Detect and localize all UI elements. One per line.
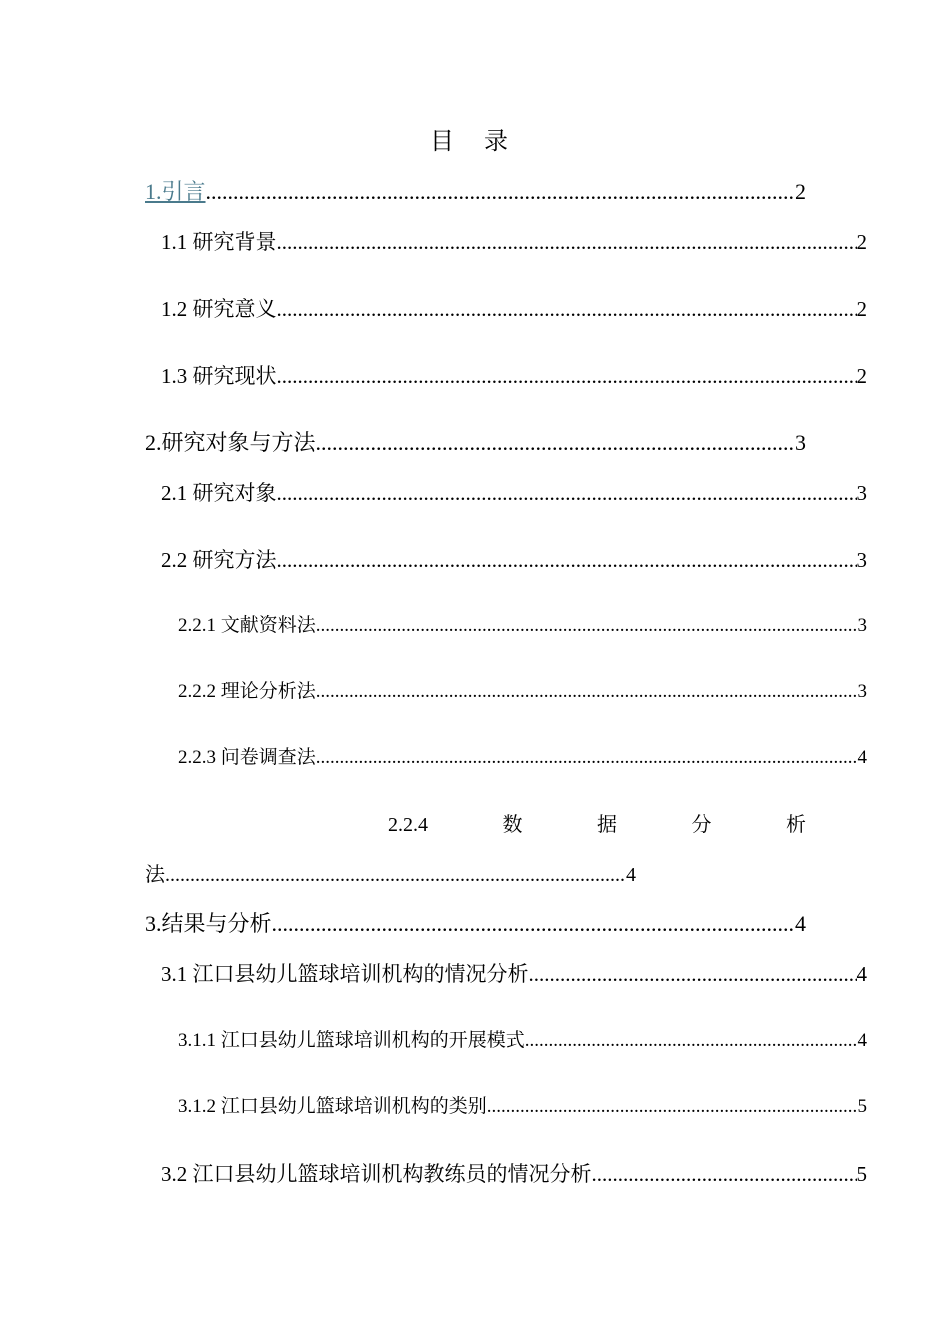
toc-leader [277, 295, 857, 323]
toc-label-1-1: 1.1 研究背景 [161, 230, 277, 254]
toc-page-2: 3 [795, 430, 806, 455]
toc-label-2-2-4-char: 数 [502, 814, 523, 836]
toc-label-2-2-4-char: 分 [691, 814, 712, 836]
toc-entry-2-2-4-line1[interactable] [388, 811, 806, 839]
toc-page-2-2-1: 3 [857, 615, 867, 636]
toc-label-3-1-2: 3.1.2 江口县幼儿篮球培训机构的类别 [178, 1096, 487, 1117]
toc-leader [592, 1160, 857, 1188]
toc-entry-3-1-1[interactable] [178, 1028, 867, 1054]
toc-entry-1-1[interactable] [161, 228, 867, 256]
toc-page-2-2-3: 4 [857, 747, 867, 768]
toc-page-3-2: 5 [856, 1162, 867, 1186]
toc-label-3-1: 3.1 江口县幼儿篮球培训机构的情况分析 [161, 962, 529, 986]
toc-label-3-2: 3.2 江口县幼儿篮球培训机构教练员的情况分析 [161, 1162, 592, 1186]
toc-leader [277, 479, 857, 507]
toc-label-2-2-4-char: 据 [597, 814, 617, 836]
toc-entry-3-1[interactable] [161, 960, 867, 988]
toc-leader [206, 178, 795, 206]
toc-leader [529, 960, 857, 988]
toc-leader [277, 228, 857, 256]
toc-leader [165, 862, 626, 888]
toc-page-1-2: 2 [856, 297, 867, 321]
toc-leader [272, 910, 795, 938]
toc-leader [487, 1094, 858, 1120]
toc-page-3: 4 [795, 911, 806, 936]
toc-entry-2[interactable] [145, 429, 806, 457]
toc-page-3-1-1: 4 [857, 1030, 867, 1051]
toc-title: 目 录 [430, 129, 520, 155]
toc-entry-2-2[interactable] [161, 546, 867, 574]
toc-label-2-2-4-char: 析 [786, 814, 806, 836]
toc-page-1-1: 2 [856, 230, 867, 254]
toc-entry-2-2-4-line2[interactable] [145, 862, 636, 888]
toc-entry-3-2[interactable] [161, 1160, 867, 1188]
toc-leader [316, 745, 858, 771]
toc-page-2-2-2: 3 [857, 681, 867, 702]
toc-label-1-3: 1.3 研究现状 [161, 364, 277, 388]
toc-entry-1-2[interactable] [161, 295, 867, 323]
toc-entry-2-2-3[interactable] [178, 745, 867, 771]
toc-page-1: 2 [795, 179, 806, 204]
toc-label-2-2-1: 2.2.1 文献资料法 [178, 615, 316, 636]
toc-label-3-1-1: 3.1.1 江口县幼儿篮球培训机构的开展模式 [178, 1030, 525, 1051]
toc-page-3-1: 4 [856, 962, 867, 986]
toc-page-2-2-4: 4 [626, 864, 636, 886]
toc-entry-1[interactable] [145, 178, 806, 206]
toc-leader [277, 362, 857, 390]
toc-entry-3[interactable] [145, 910, 806, 938]
toc-label-2-1: 2.1 研究对象 [161, 481, 277, 505]
toc-label-2-2: 2.2 研究方法 [161, 548, 277, 572]
toc-leader [316, 679, 858, 705]
toc-entry-2-1[interactable] [161, 479, 867, 507]
toc-page-2-2: 3 [856, 548, 867, 572]
toc-label-2: 2.研究对象与方法 [145, 430, 316, 455]
toc-label-1[interactable]: 1.引言 [145, 179, 206, 204]
toc-label-3: 3.结果与分析 [145, 911, 272, 936]
toc-page-1-3: 2 [856, 364, 867, 388]
toc-entry-2-2-1[interactable] [178, 613, 867, 639]
toc-page-3-1-2: 5 [857, 1096, 867, 1117]
toc-entry-2-2-2[interactable] [178, 679, 867, 705]
toc-label-2-2-2: 2.2.2 理论分析法 [178, 681, 316, 702]
toc-label-2-2-3: 2.2.3 问卷调查法 [178, 747, 316, 768]
toc-leader [316, 429, 795, 457]
toc-page-2-1: 3 [856, 481, 867, 505]
toc-label-2-2-4-number: 2.2.4 [388, 814, 428, 836]
toc-entry-3-1-2[interactable] [178, 1094, 867, 1120]
toc-label-1-2: 1.2 研究意义 [161, 297, 277, 321]
toc-entry-1-3[interactable] [161, 362, 867, 390]
toc-leader [316, 613, 858, 639]
toc-leader [525, 1028, 858, 1054]
toc-label-2-2-4-tail: 法 [145, 864, 165, 886]
toc-leader [277, 546, 857, 574]
